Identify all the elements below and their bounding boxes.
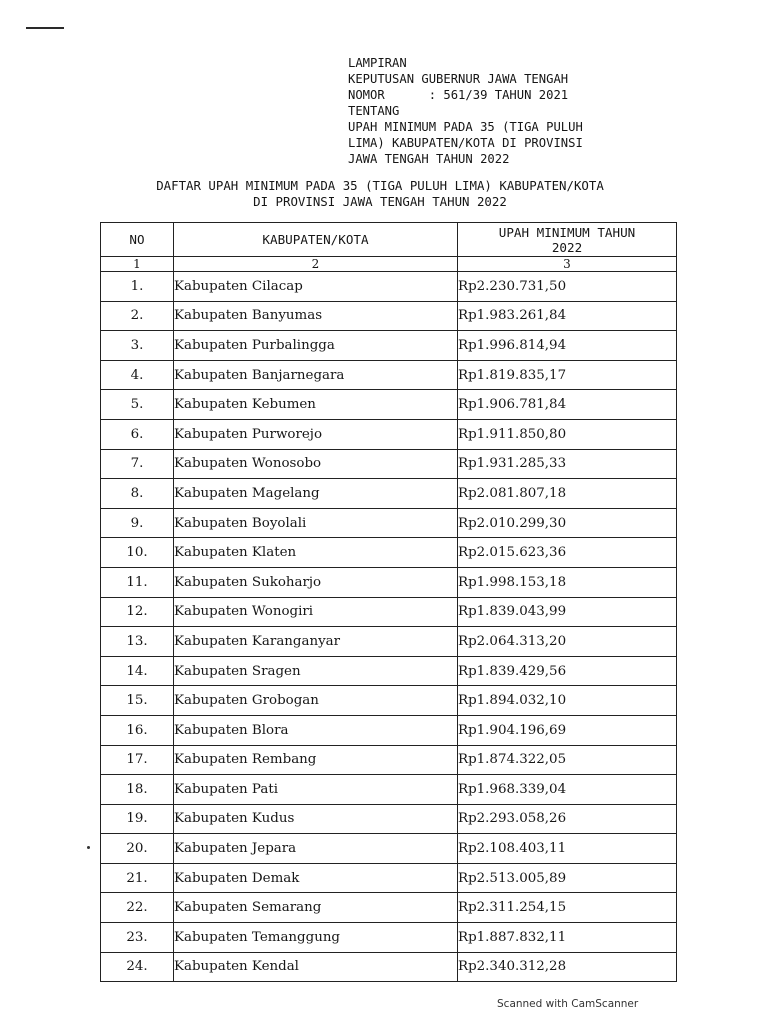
table-body (101, 272, 677, 982)
row-number: 15. (101, 686, 174, 716)
wage-value: Rp2.293.058,26 (458, 804, 677, 834)
region-name: Kabupaten Kendal (174, 952, 458, 982)
wage-value: Rp1.904.196,69 (458, 715, 677, 745)
column-number-row (101, 257, 677, 272)
table-row (101, 538, 677, 568)
region-name: Kabupaten Kebumen (174, 390, 458, 420)
wage-value: Rp1.839.429,56 (458, 656, 677, 686)
column-number: 2 (174, 257, 458, 272)
table-row (101, 331, 677, 361)
row-number: 7. (101, 449, 174, 479)
row-number: 9. (101, 508, 174, 538)
region-name: Kabupaten Cilacap (174, 272, 458, 302)
wage-value: Rp2.081.807,18 (458, 479, 677, 509)
row-number: 2. (101, 301, 174, 331)
row-number: 1. (101, 272, 174, 302)
wage-value: Rp1.968.339,04 (458, 775, 677, 805)
column-header-wage: UPAH MINIMUM TAHUN 2022 (458, 223, 677, 257)
row-number: 22. (101, 893, 174, 923)
wage-value: Rp2.064.313,20 (458, 627, 677, 657)
wage-value: Rp1.998.153,18 (458, 567, 677, 597)
table-row (101, 863, 677, 893)
table-row (101, 449, 677, 479)
table-row (101, 479, 677, 509)
region-name: Kabupaten Pati (174, 775, 458, 805)
scan-speck (87, 846, 90, 849)
table-row (101, 952, 677, 982)
wage-value: Rp1.887.832,11 (458, 923, 677, 953)
title-line-1: DAFTAR UPAH MINIMUM PADA 35 (TIGA PULUH LIMA) KABUPATEN/KOTA (156, 178, 604, 193)
document-title (100, 178, 660, 210)
region-name: Kabupaten Banjarnegara (174, 360, 458, 390)
row-number: 20. (101, 834, 174, 864)
table-row (101, 715, 677, 745)
row-number: 21. (101, 863, 174, 893)
column-header-no: NO (101, 223, 174, 257)
table-row (101, 301, 677, 331)
region-name: Kabupaten Wonosobo (174, 449, 458, 479)
region-name: Kabupaten Kudus (174, 804, 458, 834)
wage-value: Rp2.340.312,28 (458, 952, 677, 982)
row-number: 17. (101, 745, 174, 775)
table-header-row (101, 223, 677, 257)
region-name: Kabupaten Klaten (174, 538, 458, 568)
region-name: Kabupaten Wonogiri (174, 597, 458, 627)
row-number: 6. (101, 419, 174, 449)
header-line: NOMOR : 561/39 TAHUN 2021 (348, 88, 569, 102)
region-name: Kabupaten Boyolali (174, 508, 458, 538)
region-name: Kabupaten Magelang (174, 479, 458, 509)
table-row (101, 627, 677, 657)
wage-value: Rp1.931.285,33 (458, 449, 677, 479)
table-row (101, 686, 677, 716)
row-number: 11. (101, 567, 174, 597)
column-header-region: KABUPATEN/KOTA (174, 223, 458, 257)
region-name: Kabupaten Karanganyar (174, 627, 458, 657)
table-row (101, 804, 677, 834)
wage-value: Rp1.894.032,10 (458, 686, 677, 716)
header-line: UPAH MINIMUM PADA 35 (TIGA PULUH (348, 120, 583, 134)
row-number: 10. (101, 538, 174, 568)
table-row (101, 656, 677, 686)
row-number: 12. (101, 597, 174, 627)
header-line: JAWA TENGAH TAHUN 2022 (348, 152, 510, 166)
table-row (101, 390, 677, 420)
header-line: LIMA) KABUPATEN/KOTA DI PROVINSI (348, 136, 583, 150)
wage-value: Rp1.839.043,99 (458, 597, 677, 627)
region-name: Kabupaten Demak (174, 863, 458, 893)
row-number: 18. (101, 775, 174, 805)
table-row (101, 893, 677, 923)
region-name: Kabupaten Rembang (174, 745, 458, 775)
column-number: 1 (101, 257, 174, 272)
attachment-header (348, 55, 668, 167)
row-number: 16. (101, 715, 174, 745)
row-number: 8. (101, 479, 174, 509)
title-line-2: DI PROVINSI JAWA TENGAH TAHUN 2022 (253, 194, 507, 209)
header-line: KEPUTUSAN GUBERNUR JAWA TENGAH (348, 72, 569, 86)
table-row (101, 508, 677, 538)
region-name: Kabupaten Jepara (174, 834, 458, 864)
region-name: Kabupaten Banyumas (174, 301, 458, 331)
region-name: Kabupaten Sukoharjo (174, 567, 458, 597)
region-name: Kabupaten Grobogan (174, 686, 458, 716)
row-number: 3. (101, 331, 174, 361)
wage-value: Rp2.015.623,36 (458, 538, 677, 568)
row-number: 5. (101, 390, 174, 420)
scanner-watermark: Scanned with CamScanner (497, 998, 639, 1010)
wage-value: Rp2.230.731,50 (458, 272, 677, 302)
header-line: LAMPIRAN (348, 56, 407, 70)
row-number: 24. (101, 952, 174, 982)
wage-value: Rp2.108.403,11 (458, 834, 677, 864)
table-row (101, 360, 677, 390)
wage-value: Rp1.819.835,17 (458, 360, 677, 390)
table-row (101, 567, 677, 597)
wage-value: Rp1.874.322,05 (458, 745, 677, 775)
table-row (101, 834, 677, 864)
column-number: 3 (458, 257, 677, 272)
wage-value: Rp2.010.299,30 (458, 508, 677, 538)
header-line: TENTANG (348, 104, 400, 118)
wage-value: Rp2.311.254,15 (458, 893, 677, 923)
region-name: Kabupaten Purbalingga (174, 331, 458, 361)
wage-value: Rp1.911.850,80 (458, 419, 677, 449)
region-name: Kabupaten Blora (174, 715, 458, 745)
region-name: Kabupaten Semarang (174, 893, 458, 923)
table-row (101, 745, 677, 775)
region-name: Kabupaten Sragen (174, 656, 458, 686)
table-row (101, 923, 677, 953)
row-number: 14. (101, 656, 174, 686)
region-name: Kabupaten Temanggung (174, 923, 458, 953)
table-row (101, 419, 677, 449)
wage-value: Rp1.983.261,84 (458, 301, 677, 331)
table-row (101, 272, 677, 302)
wage-value: Rp2.513.005,89 (458, 863, 677, 893)
table-row (101, 597, 677, 627)
minimum-wage-table (100, 222, 677, 982)
wage-value: Rp1.906.781,84 (458, 390, 677, 420)
row-number: 13. (101, 627, 174, 657)
row-number: 19. (101, 804, 174, 834)
region-name: Kabupaten Purworejo (174, 419, 458, 449)
wage-value: Rp1.996.814,94 (458, 331, 677, 361)
scan-edge-mark (26, 27, 64, 29)
row-number: 23. (101, 923, 174, 953)
table-row (101, 775, 677, 805)
row-number: 4. (101, 360, 174, 390)
